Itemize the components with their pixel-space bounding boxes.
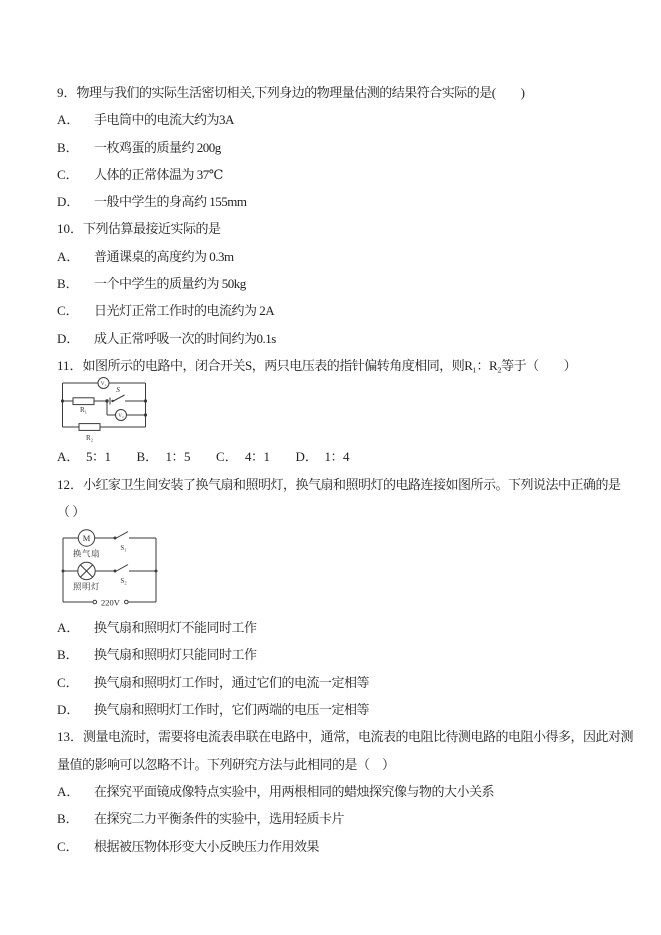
- question-13: [57, 723, 634, 859]
- option-text: 根据被压物体形变大小反映压力作用效果: [94, 838, 320, 854]
- option-letter: C．: [57, 674, 79, 690]
- resistor-r2-label: R₂: [85, 434, 94, 443]
- resistor-r2-icon: [79, 424, 100, 431]
- motor-label: M: [82, 533, 91, 544]
- question-13-option-b: [57, 805, 617, 832]
- option-letter: B．: [136, 449, 159, 465]
- stem-text: 如图所示的电路中，闭合开关S，两只电压表的指针偏转角度相同，则R₁：R₂等于（ ）: [82, 357, 577, 373]
- question-12: [57, 471, 621, 724]
- junction-dot: [144, 400, 147, 403]
- option-letter: A．: [57, 783, 80, 799]
- voltmeter-v2-label: V₂: [118, 413, 124, 420]
- question-12-option-a: [57, 614, 617, 641]
- stem-text: 小红家卫生间安装了换气扇和照明灯，换气扇和照明灯的电路连接如图所示。下列说法中正确的是: [83, 476, 621, 492]
- supply-terminal-icon: [125, 600, 129, 604]
- option-text: 换气扇和照明灯工作时，通过它们的电流一定相等: [94, 674, 370, 690]
- supply-voltage-label: 220V: [101, 597, 120, 608]
- question-12-option-c: [57, 669, 617, 696]
- option-text: 普通课桌的高度约为 0.3m: [94, 248, 234, 264]
- question-12-option-b: [57, 641, 617, 668]
- question-number: 12．: [57, 476, 84, 492]
- junction-dot: [155, 570, 158, 573]
- option-text: 一般中学生的身高约 155mm: [94, 194, 247, 210]
- question-11-options-row: [57, 443, 617, 470]
- option-letter: C．: [57, 838, 79, 854]
- option-letter: B．: [57, 811, 79, 827]
- option-letter: B．: [57, 139, 79, 155]
- question-11: [57, 352, 617, 471]
- option-letter: A．: [57, 449, 80, 465]
- option-text: 5：1: [86, 449, 111, 465]
- option-text: 换气扇和照明灯只能同时工作: [94, 647, 257, 663]
- option-text: 日光灯正常工作时的电流约为 2A: [94, 303, 275, 319]
- question-9-option-c: [57, 161, 617, 188]
- question-10-stem: [57, 215, 617, 242]
- question-12-option-d: [57, 696, 617, 723]
- option-text: 4：1: [245, 449, 270, 465]
- option-letter: C．: [57, 303, 79, 319]
- question-10-option-b: [57, 270, 617, 297]
- question-13-stem-line2: 量值的影响可以忽略不计。下列研究方法与此相同的是（ ）: [57, 756, 395, 772]
- junction-dot: [61, 400, 64, 403]
- option-letter: C．: [57, 166, 79, 182]
- stem-text: 物理与我们的实际生活密切相关,下列身边的物理量估测的结果符合实际的是( ): [76, 85, 525, 100]
- question-11-option-a: [57, 443, 111, 470]
- switch-s2-label: S₂: [120, 577, 127, 586]
- switch-s1-blade: [116, 532, 129, 539]
- switch-s-blade: [113, 395, 125, 402]
- question-10-option-c: [57, 297, 617, 324]
- question-number: 10．: [57, 221, 84, 237]
- option-letter: A．: [57, 620, 80, 636]
- question-11-stem: [57, 352, 617, 379]
- question-9-option-b: [57, 134, 617, 161]
- question-11-option-d: [296, 443, 350, 470]
- option-text: 一个中学生的质量约为 50kg: [94, 276, 246, 292]
- stem-text: 下列估算最接近实际的是: [83, 221, 221, 237]
- supply-terminal-icon: [93, 600, 97, 604]
- option-letter: C．: [216, 449, 238, 465]
- question-number: 9．: [57, 85, 77, 100]
- voltmeter-v1-label: V₁: [100, 381, 107, 388]
- lamp-label: 照明灯: [72, 581, 101, 592]
- option-letter: D．: [57, 194, 80, 210]
- resistor-r1-icon: [73, 398, 94, 405]
- option-letter: D．: [57, 702, 80, 718]
- question-9-option-d: [57, 188, 617, 215]
- option-letter: A．: [57, 248, 80, 264]
- question-10-option-d: [57, 325, 617, 352]
- question-11-option-c: [216, 443, 270, 470]
- option-text: 换气扇和照明灯工作时，它们两端的电压一定相等: [94, 702, 370, 718]
- circuit-diagram-q11: [59, 377, 617, 443]
- option-text: 成人正常呼吸一次的时间约为0.1s: [94, 330, 276, 346]
- option-letter: D．: [295, 449, 318, 465]
- question-11-option-b: [137, 443, 191, 470]
- switch-s-label: S: [116, 385, 120, 395]
- option-text: 在探究二力平衡条件的实验中，选用轻质卡片: [94, 811, 345, 827]
- option-text: 1：4: [324, 449, 350, 465]
- question-13-stem: [57, 723, 634, 750]
- stem-text: 测量电流时，需要将电流表串联在电路中，通常，电流表的电阻比待测电路的电阻小得多，因此对测: [83, 729, 634, 745]
- question-13-option-c: [57, 833, 617, 860]
- question-number: 13．: [57, 729, 84, 745]
- switch-s1-label: S₁: [120, 544, 127, 553]
- option-text: 手电筒中的电流大约为3A: [94, 112, 234, 128]
- question-10-option-a: [57, 243, 617, 270]
- question-12-stem: [57, 471, 621, 498]
- question-10: [57, 215, 617, 351]
- option-text: 一枚鸡蛋的质量约 200g: [94, 139, 221, 155]
- junction-dot: [144, 414, 147, 417]
- circuit-diagram-q12: [59, 528, 617, 614]
- option-letter: B．: [57, 276, 79, 292]
- junction-dot: [62, 570, 65, 573]
- question-13-option-a: [57, 778, 617, 805]
- fan-label: 换气扇: [72, 548, 101, 559]
- option-letter: A．: [57, 112, 80, 128]
- option-text: 在探究平面镜成像特点实验中，用两根相同的蜡烛探究像与物的大小关系: [94, 783, 495, 799]
- option-text: 换气扇和照明灯不能同时工作: [94, 620, 257, 636]
- question-9: [57, 79, 617, 215]
- option-text: 人体的正常体温为 37℃: [94, 166, 223, 182]
- option-text: 1：5: [165, 449, 191, 465]
- question-9-stem: [57, 79, 617, 106]
- switch-s2-blade: [116, 565, 129, 572]
- option-letter: B．: [57, 647, 79, 663]
- question-12-stem-line2: （ ）: [57, 503, 85, 519]
- resistor-r1-label: R₁: [79, 406, 88, 415]
- question-9-option-a: [57, 106, 617, 133]
- question-number: 11．: [57, 357, 83, 373]
- option-letter: D．: [57, 330, 80, 346]
